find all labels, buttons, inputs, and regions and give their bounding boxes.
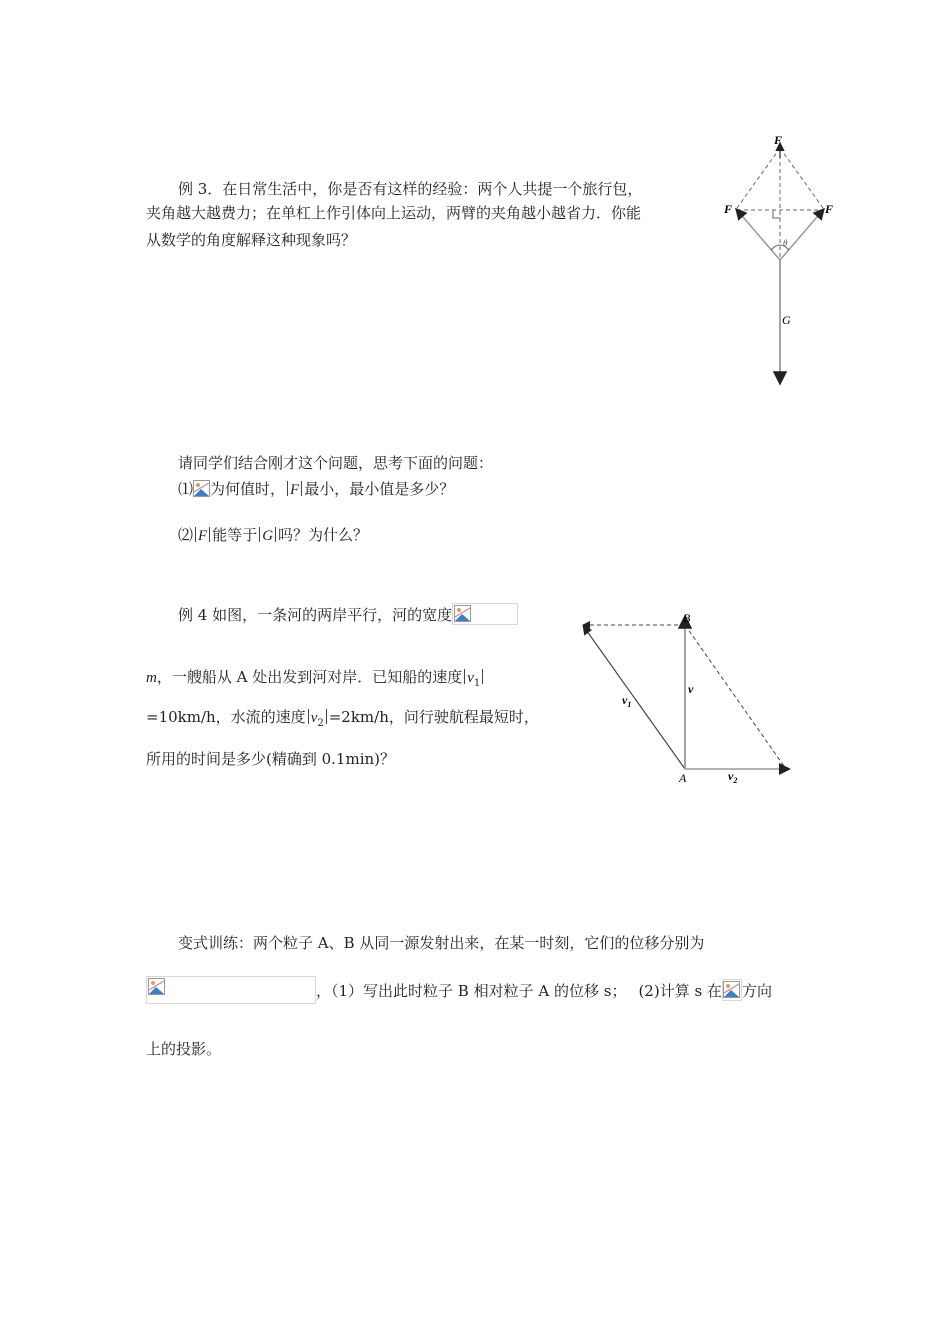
dashed-edge-left-top [737,148,780,208]
variant-line3: 上的投影。 [146,1040,222,1058]
v1-vector [584,627,685,769]
v1-sub: 1 [473,678,481,689]
example4-line1 [178,603,518,626]
broken-image-icon [454,605,471,622]
label-v1: $v_1$ [622,693,632,709]
v2-var: v [310,710,318,726]
variant-line1: 变式训练：两个粒子 A、B 从同一源发射出来，在某一时刻，它们的位移分别为 [178,934,705,952]
label-G: G [782,313,791,327]
broken-image-icon [148,978,165,995]
river-vector-diagram [570,600,800,790]
example3-line1: 例 3．在日常生活中，你是否有这样的经验：两个人共提一个旅行包， [178,180,643,198]
label-F-left: F [724,202,733,216]
q2-text-a: 能等于 [212,526,258,544]
q1-number: ⑴ [178,480,194,498]
label-v: v [688,682,694,696]
questions-intro: 请同学们结合刚才这个问题，思考下面的问题： [178,454,494,472]
label-F-top: F [774,133,783,147]
force-diagram [715,130,845,395]
variant-line2-a: ，（1）写出此时粒子 B 相对粒子 A 的位移 s； [316,982,627,1000]
label-A: A [679,771,687,785]
example3-line3: 从数学的角度解释这种现象吗？ [146,231,357,249]
river-width-image-box [452,603,518,625]
q2-text-b: 吗？为什么？ [278,526,369,544]
right-angle-mark [773,210,780,218]
dashed-right-edge [685,625,786,769]
q2-number: ⑵ [178,526,194,544]
direction-image-box [722,979,742,1001]
label-theta: θ [783,238,788,248]
label-v2: $v_2$ [728,769,738,785]
q2-var2: G [262,528,274,544]
variant-line2-b: (2)计算 s 在 [638,982,722,1000]
variant-line2-c: 方向 [741,982,772,1000]
v2-sub: 2 [317,718,324,729]
q2-var1: F [198,528,208,544]
label-F-right: F [825,202,834,216]
q1-var: F [290,482,300,498]
question-1 [178,478,454,501]
dashed-edge-right-top [780,148,823,208]
example4-line3-a: =10km/h，水流的速度 [146,708,306,726]
example4-line3-b: =2km/h，问行驶航程最短时， [328,708,539,726]
example4-line4: 所用的时间是多少(精确到 0.1min)？ [146,750,396,768]
example4-line3 [146,706,539,735]
example4-line1-text: 例 4 如图，一条河的两岸平行，河的宽度 [178,606,453,624]
example3-line2: 夹角越大越费力；在单杠上作引体向上运动，两臂的夹角越小越省力．你能 [146,204,642,222]
variant-line2 [146,976,772,1004]
broken-image-icon [193,480,210,497]
example4-line2-text: ，一艘船从 A 处出发到河对岸．已知船的速度 [156,668,463,686]
q1-text-b: 最小，最小值是多少？ [304,480,455,498]
v1-var: v [467,670,474,686]
broken-image-icon [723,981,740,998]
force-right-vector [780,210,823,260]
displacement-image-box [146,976,316,1004]
example4-line2 [146,666,485,695]
q1-text-a: 为何值时， [210,480,286,498]
unit-m: m [146,670,157,686]
question-2 [178,524,368,547]
label-B: B [683,611,691,625]
